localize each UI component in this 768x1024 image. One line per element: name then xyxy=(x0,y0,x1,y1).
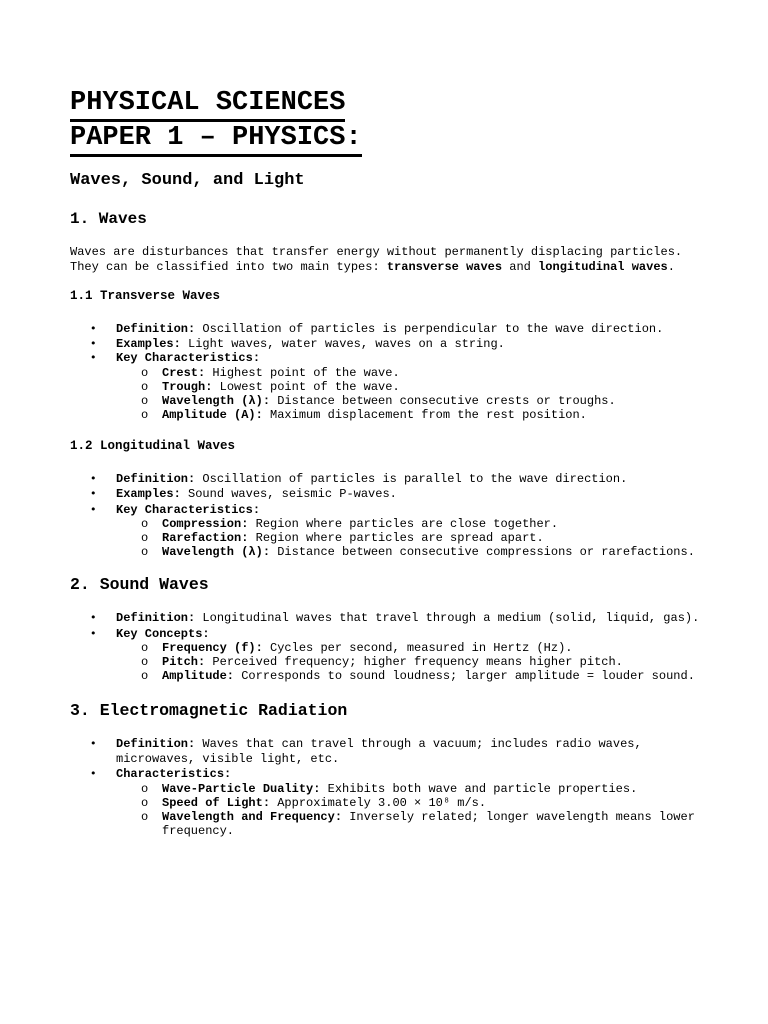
sub-list-item xyxy=(116,669,702,683)
item-text: Light waves, water waves, waves on a string. xyxy=(180,336,505,351)
item-label: Definition: xyxy=(116,322,196,336)
item-text: Longitudinal waves that travel through a medium (solid, liquid, gas). xyxy=(195,611,700,625)
sub-item-text: Distance between consecutive compressions or rarefactions. xyxy=(270,545,695,559)
title-block xyxy=(70,88,702,122)
sub-list-item xyxy=(116,655,702,669)
intro-bold-transverse: transverse waves xyxy=(386,259,503,274)
item-label: Definition: xyxy=(116,611,196,625)
sub-item-label: Rarefaction: xyxy=(162,531,249,545)
sub-list xyxy=(116,517,702,559)
sub-item-label: Wavelength and Frequency: xyxy=(162,809,343,824)
sub-item-text: Inversely related; longer wavelength means lower frequency. xyxy=(162,809,695,838)
heading-transverse-waves: 1.1 Transverse Waves xyxy=(70,289,221,303)
sub-list xyxy=(116,782,702,838)
intro-and: and xyxy=(502,259,539,274)
sub-item-label: Compression: xyxy=(162,517,249,531)
sub-item-text: Lowest point of the wave. xyxy=(212,379,400,394)
item-label: Definition: xyxy=(116,737,196,751)
sub-list-item xyxy=(116,545,702,559)
item-label: Definition: xyxy=(116,471,196,486)
item-label: Key Concepts: xyxy=(116,626,210,641)
item-text: Sound waves, seismic P-waves. xyxy=(180,487,397,501)
intro-bold-longitudinal: longitudinal waves xyxy=(538,259,668,274)
item-label: Key Characteristics: xyxy=(116,351,261,365)
sub-list-item xyxy=(116,408,702,422)
sub-item-label: Speed of Light: xyxy=(162,795,271,810)
sub-item-text: Region where particles are close together. xyxy=(248,517,559,531)
sub-item-text: Exhibits both wave and particle properties. xyxy=(320,781,638,796)
sub-list xyxy=(116,641,702,683)
sub-item-text: Corresponds to sound loudness; larger amplitude = louder sound. xyxy=(234,669,695,683)
list-item xyxy=(70,337,702,352)
item-label: Examples: xyxy=(116,487,181,501)
transverse-list xyxy=(70,322,702,422)
title-block-2 xyxy=(70,123,702,157)
sub-item-label: Crest: xyxy=(162,365,206,380)
list-item xyxy=(70,767,702,838)
list-item xyxy=(70,322,702,337)
sub-item-label: Trough: xyxy=(162,379,213,394)
sub-list-item xyxy=(116,782,702,796)
sub-item-text: Highest point of the wave. xyxy=(205,365,400,380)
em-list xyxy=(70,737,702,838)
sub-item-label: Amplitude (A): xyxy=(162,407,263,422)
list-item xyxy=(70,487,702,502)
heading-longitudinal-waves: 1.2 Longitudinal Waves xyxy=(70,438,236,453)
sound-list xyxy=(70,611,702,683)
sub-item-label: Wave-Particle Duality: xyxy=(162,781,321,796)
sub-list-item xyxy=(116,380,702,394)
list-item xyxy=(70,503,702,560)
sub-item-text: Distance between consecutive crests or troughs. xyxy=(270,393,616,408)
list-item xyxy=(70,472,702,487)
sub-list-item xyxy=(116,366,702,380)
item-label: Characteristics: xyxy=(116,767,232,781)
title-line-2: PAPER 1 – PHYSICS: xyxy=(70,123,362,157)
sub-item-label: Amplitude: xyxy=(162,669,235,683)
subtitle: Waves, Sound, and Light xyxy=(70,171,305,190)
sub-list-item xyxy=(116,531,702,545)
list-item xyxy=(70,737,702,766)
intro-end: . xyxy=(667,259,675,274)
sub-list-item xyxy=(116,517,702,531)
item-text: Waves that can travel through a vacuum; includes radio waves, microwaves, visible light, etc. xyxy=(116,737,642,766)
sub-list-item xyxy=(116,796,702,810)
list-item xyxy=(70,627,702,684)
sub-item-label: Frequency (f): xyxy=(162,641,263,655)
sub-item-text: Cycles per second, measured in Hertz (Hz). xyxy=(262,641,573,655)
sub-item-text: Region where particles are spread apart. xyxy=(248,531,544,545)
sub-item-text: Perceived frequency; higher frequency means higher pitch. xyxy=(205,655,623,669)
list-item xyxy=(70,611,702,626)
intro-text: Waves are disturbances that transfer energy without permanently displacing particles. They can be classified into two main types: xyxy=(70,245,683,274)
waves-intro xyxy=(70,245,702,274)
sub-list-item xyxy=(116,641,702,655)
item-label: Key Characteristics: xyxy=(116,502,261,517)
heading-sound-waves: 2. Sound Waves xyxy=(70,575,209,594)
heading-electromagnetic-radiation: 3. Electromagnetic Radiation xyxy=(70,701,348,720)
sub-list xyxy=(116,366,702,422)
item-text: Oscillation of particles is perpendicular to the wave direction. xyxy=(195,322,664,336)
sub-list-item xyxy=(116,394,702,408)
sub-item-text: Approximately 3.00 × 10⁸ m/s. xyxy=(270,795,487,810)
sub-item-label: Wavelength (λ): xyxy=(162,545,271,559)
list-item xyxy=(70,351,702,422)
sub-item-label: Wavelength (λ): xyxy=(162,393,271,408)
item-text: Oscillation of particles is parallel to the wave direction. xyxy=(195,471,628,486)
longitudinal-list xyxy=(70,472,702,560)
heading-waves: 1. Waves xyxy=(70,210,147,228)
sub-item-text: Maximum displacement from the rest position. xyxy=(262,407,587,422)
title-line-1: PHYSICAL SCIENCES xyxy=(70,88,345,122)
sub-item-label: Pitch: xyxy=(162,655,206,669)
item-label: Examples: xyxy=(116,336,181,351)
sub-list-item xyxy=(116,810,702,838)
